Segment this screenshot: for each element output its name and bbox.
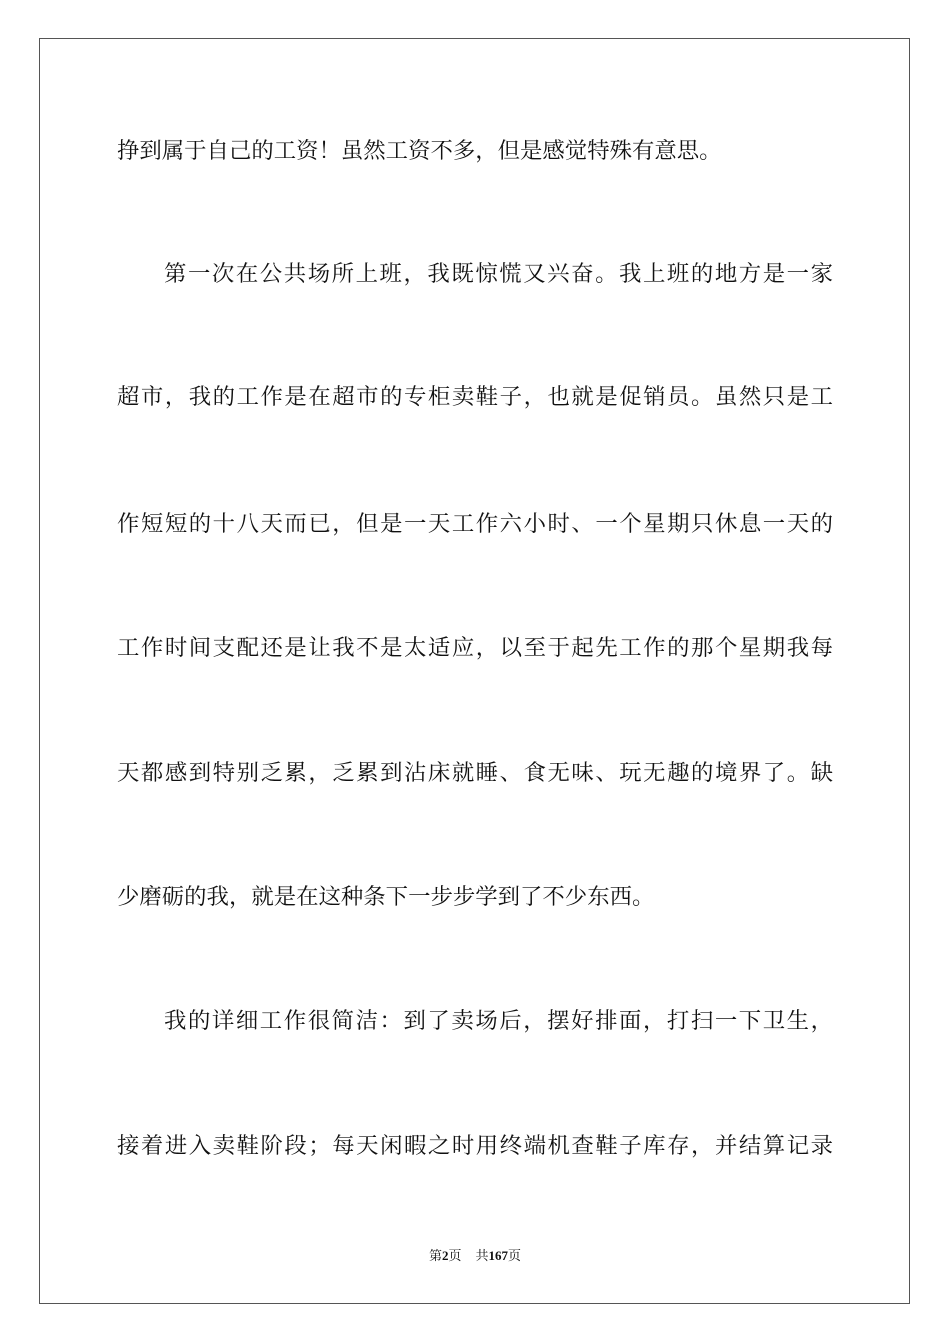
text-line-6: 天都感到特别乏累，乏累到沾床就睡、食无味、玩无趣的境界了。缺 — [117, 760, 833, 786]
total-suffix: 页 — [508, 1249, 522, 1264]
total-pages: 167 — [488, 1248, 509, 1263]
text-line-9: 接着进入卖鞋阶段；每天闲暇之时用终端机查鞋子库存，并结算记录 — [117, 1133, 833, 1159]
document-body — [117, 0, 833, 1344]
page-footer — [0, 1247, 950, 1266]
text-line-1: 挣到属于自己的工资！虽然工资不多，但是感觉特殊有意思。 — [117, 138, 722, 164]
text-line-7: 少磨砺的我，就是在这种条下一步步学到了不少东西。 — [117, 884, 655, 910]
page-number: 2 — [441, 1248, 449, 1263]
text-line-3: 超市，我的工作是在超市的专柜卖鞋子，也就是促销员。虽然只是工 — [117, 384, 833, 410]
text-line-4: 作短短的十八天而已，但是一天工作六小时、一个星期只休息一天的 — [117, 511, 833, 537]
total-prefix: 共 — [475, 1249, 489, 1264]
text-line-8: 我的详细工作很简洁：到了卖场后，摆好排面，打扫一下卫生， — [164, 1008, 833, 1034]
page-suffix: 页 — [448, 1249, 462, 1264]
text-line-5: 工作时间支配还是让我不是太适应，以至于起先工作的那个星期我每 — [117, 635, 833, 661]
text-line-2: 第一次在公共场所上班，我既惊慌又兴奋。我上班的地方是一家 — [164, 261, 833, 287]
page-prefix: 第 — [428, 1249, 442, 1264]
